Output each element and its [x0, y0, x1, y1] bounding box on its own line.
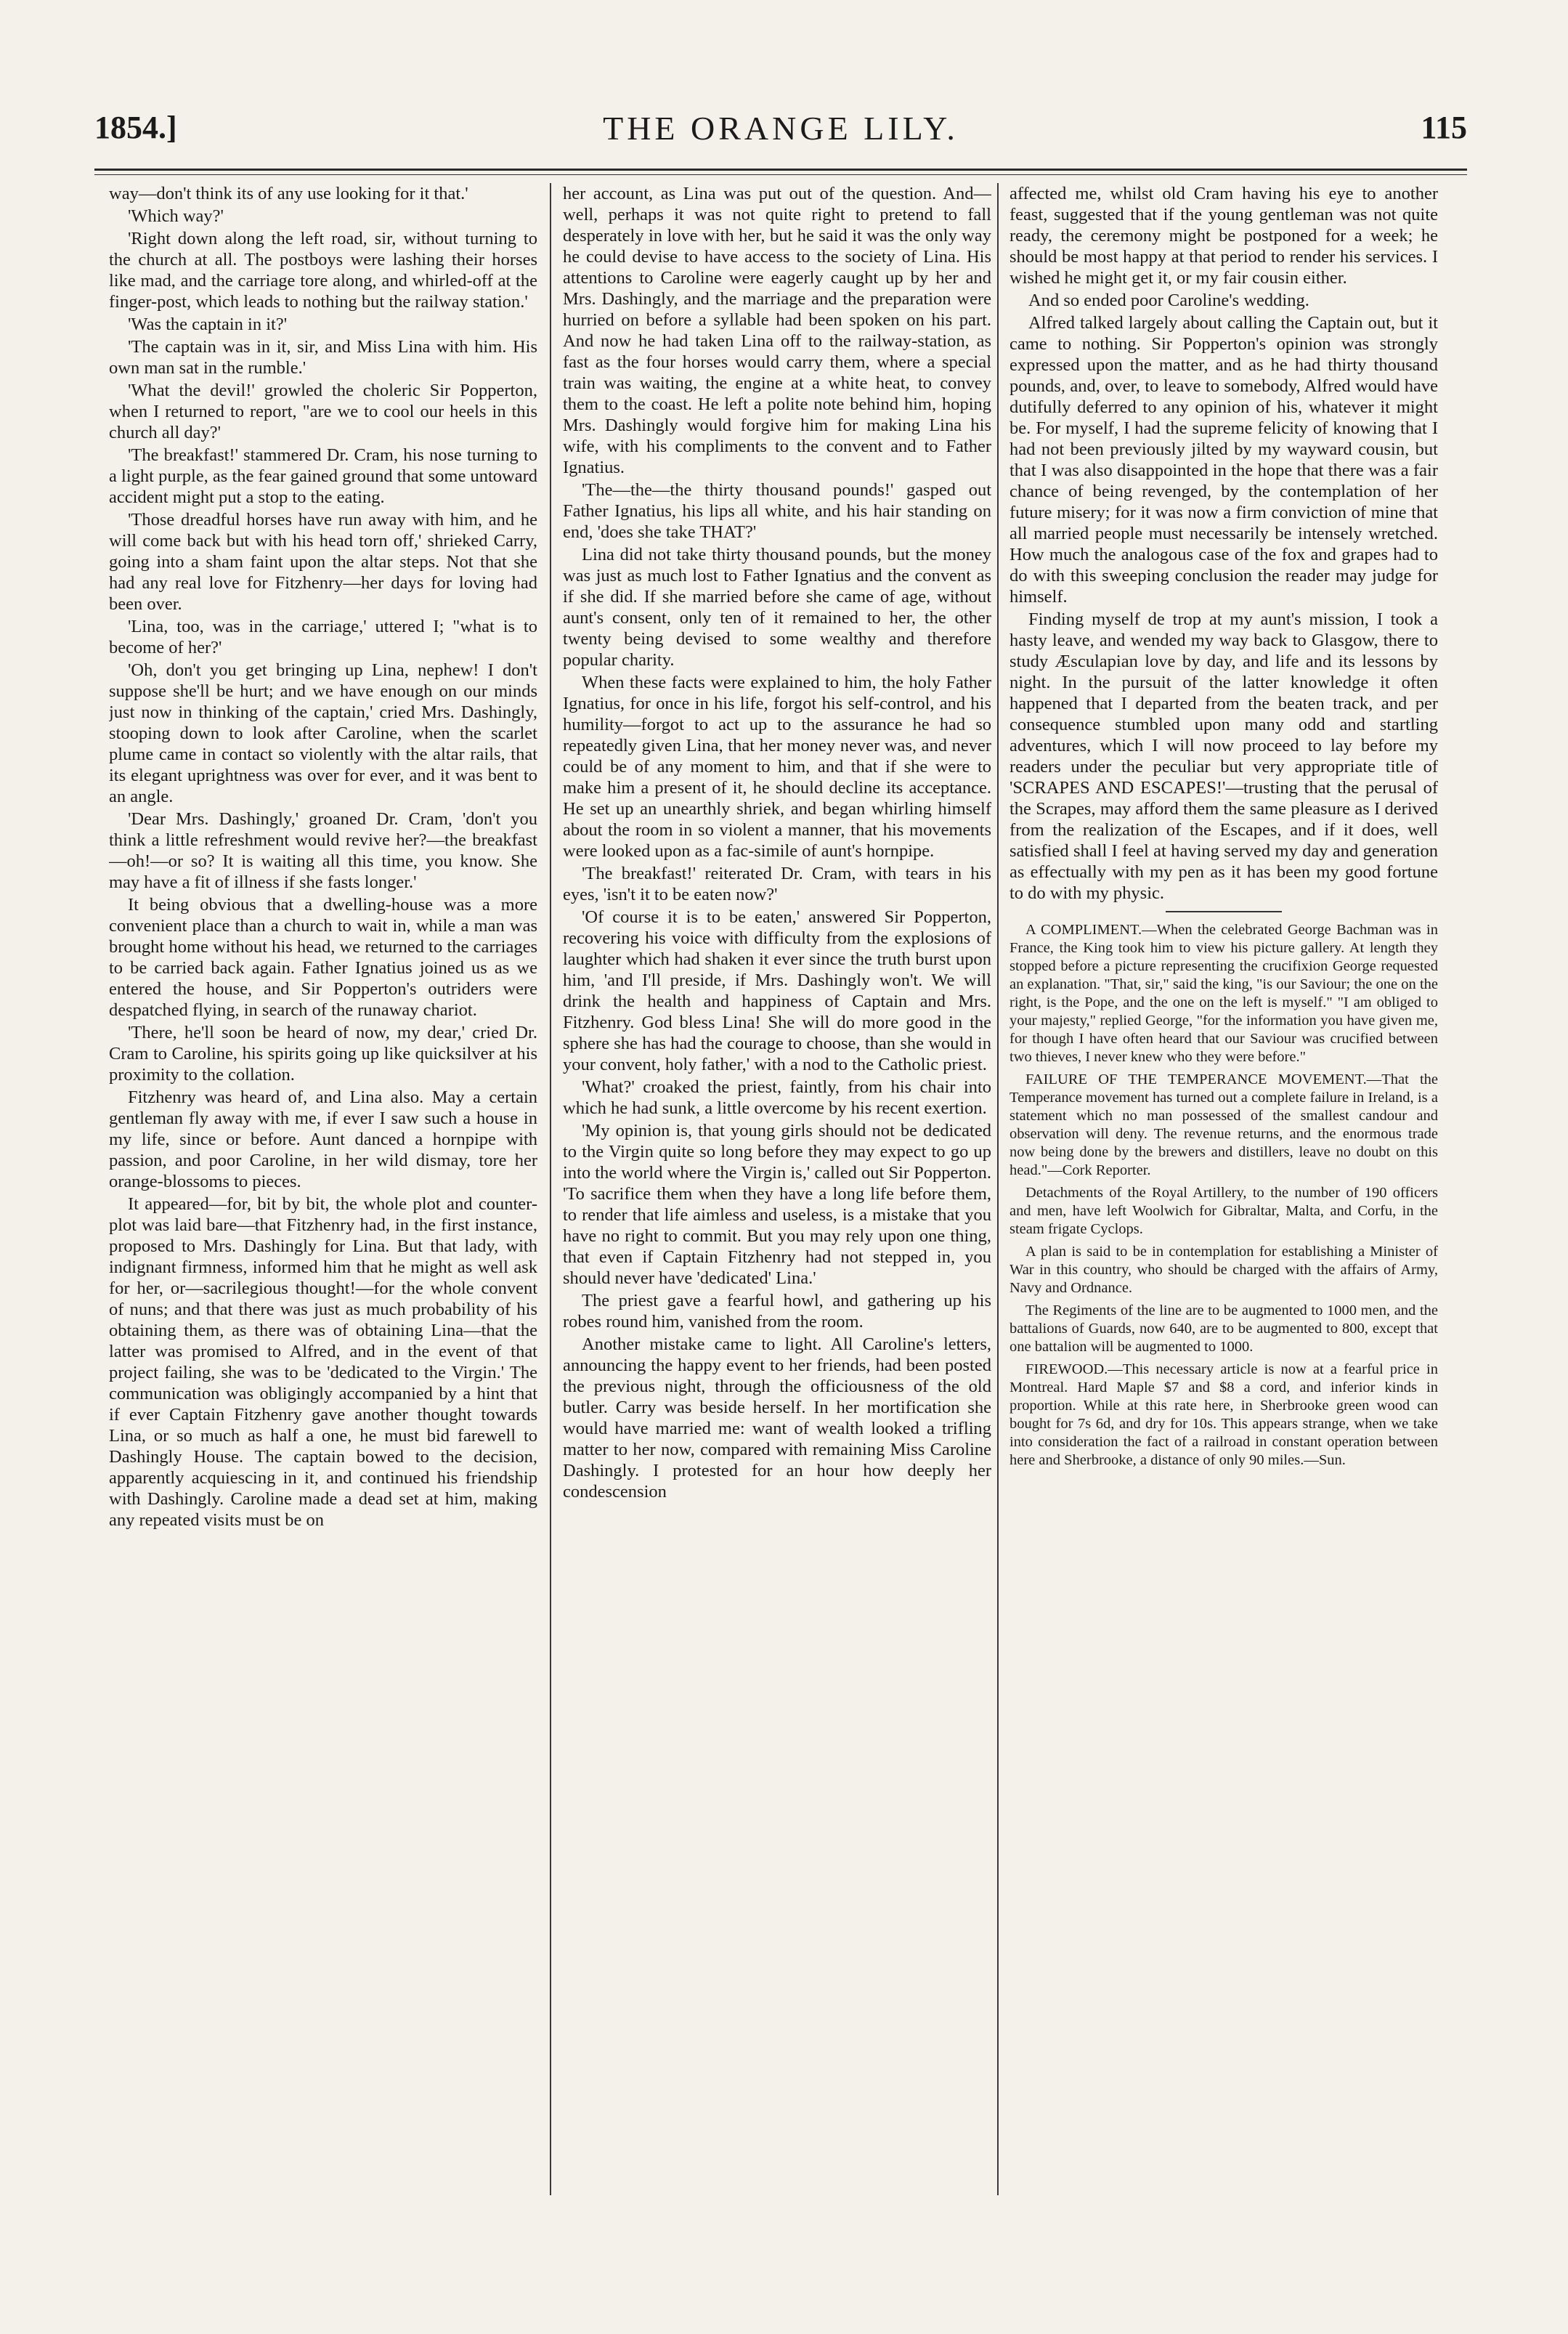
paragraph: 'The breakfast!' reiterated Dr. Cram, with tears in his eyes, 'isn't it to be eaten now?'	[563, 864, 991, 904]
paragraph: way—don't think its of any use looking for it that.'	[109, 184, 468, 203]
news-item: FAILURE OF THE TEMPERANCE MOVEMENT.—That the Temperance movement has turned out a complete failure in Ireland, is a statement which no man possessed of the smallest candour and observation will deny. The revenue returns, and the enormous trade now being done by the brewers and distillers, leave no doubt on this head."—Cork Reporter.	[1010, 1071, 1438, 1178]
paragraph: 'My opinion is, that young girls should not be dedicated to the Virgin quite so long before they may expect to go up into the world where the Virgin is,' called out Sir Popperton. 'To sacrifice them when they have a long life before them, to render that life aimless and useless, is a mistake that you have no right to commit. But you may rely upon one thing, that even if Captain Fitzhenry had not stepped in, you should never have 'dedicated' Lina.'	[563, 1121, 991, 1288]
news-item: The Regiments of the line are to be augmented to 1000 men, and the battalions of Guards, now 640, are to be augmented to 800, except that one battalion will be augmented to 1000.	[1010, 1302, 1438, 1355]
news-item: A plan is said to be in contemplation for establishing a Minister of War in this country, who should be charged with the affairs of Army, Navy and Ordnance.	[1010, 1244, 1438, 1296]
paragraph: 'What?' croaked the priest, faintly, from his chair into which he had sunk, a little overcome by his recent exertion.	[563, 1077, 991, 1118]
paragraph: 'Those dreadful horses have run away with him, and he will come back but with his head torn off,' shrieked Carry, going into a sham faint upon the altar steps. Not that she had any real love for Fitzhenry—her days for loving had been over.	[109, 510, 537, 614]
column-1	[109, 183, 537, 2217]
header-title: THE ORANGE LILY.	[603, 110, 959, 147]
paragraph: 'Which way?'	[128, 206, 224, 226]
paragraph: 'Of course it is to be eaten,' answered Sir Popperton, recovering his voice with difficulty from the explosions of laughter which had shaken it ever since the truth burst upon him, 'and I'll preside, if Mrs. Dashingly won't. We will drink the health and happiness of Captain and Mrs. Fitzhenry. God bless Lina! She will do more good in the sphere she has had the courage to choose, than she would in your convent, holy father,' with a nod to the Catholic priest.	[563, 907, 991, 1074]
paragraph: 'There, he'll soon be heard of now, my dear,' cried Dr. Cram to Caroline, his spirits going up like quicksilver at his proximity to the collation.	[109, 1023, 537, 1085]
paragraph: When these facts were explained to him, the holy Father Ignatius, for once in his life, forgot his self-control, and his humility—forgot to act up to the assurance he had so repeatedly given Lina, that her money never was, and never could be of any moment to him, and that if she were to make him a present of it, he should decline its acceptance. He set up an unearthly shriek, and began whirling himself about the room in so violent a manner, that his movements were looked upon as a fac-simile of aunt's hornpipe.	[563, 673, 991, 861]
column-3	[1010, 183, 1438, 2217]
paragraph: 'The—the—the thirty thousand pounds!' gasped out Father Ignatius, his lips all white, and his hair standing on end, 'does she take THAT?'	[563, 480, 991, 542]
column-divider-2	[997, 183, 999, 2195]
paragraph: Fitzhenry was heard of, and Lina also. May a certain gentleman fly away with me, if ever I saw such a house in my life, since or before. Aunt danced a hornpipe with passion, and poor Caroline, in her wild dismay, tore her orange-blossoms to pieces.	[109, 1087, 537, 1191]
header-rule-thin	[94, 174, 1467, 175]
paragraph: 'The breakfast!' stammered Dr. Cram, his nose turning to a light purple, as the fear gained ground that some untoward accident might put a stop to the eating.	[109, 445, 537, 507]
column-divider-1	[550, 183, 551, 2195]
header-year: 1854.]	[94, 110, 177, 145]
paragraph: Finding myself de trop at my aunt's mission, I took a hasty leave, and wended my way back to Glasgow, there to study Æsculapian love by day, and life and its lessons by night. In the pursuit of the latter knowledge it often happened that I departed from the beaten track, and per consequence stumbled upon many odd and startling adventures, which I will now proceed to lay before my readers under the peculiar but very appropriate title of 'SCRAPES AND ESCAPES!'—trusting that the perusal of the Scrapes, may afford them the same pleasure as I derived from the realization of the Escapes, and if it does, well satisfied shall I feel at having served my day and generation as effectually with my pen as it has been my good fortune to do with my physic.	[1010, 609, 1438, 903]
column-2	[563, 183, 991, 2217]
paragraph: 'The captain was in it, sir, and Miss Lina with him. His own man sat in the rumble.'	[109, 337, 537, 378]
news-notes	[1010, 921, 1438, 1470]
header-rule	[94, 169, 1467, 171]
paragraph: The priest gave a fearful howl, and gathering up his robes round him, vanished from the room.	[563, 1291, 991, 1332]
paragraph: 'Oh, don't you get bringing up Lina, nephew! I don't suppose she'll be hurt; and we have enough on our minds just now in thinking of the captain,' cried Mrs. Dashingly, stooping down to look after Caroline, when the scarlet plume came in contact so violently with the altar rails, that its elegant uprightness was over for ever, and it was bent to an angle.	[109, 660, 537, 806]
paragraph: And so ended poor Caroline's wedding.	[1028, 291, 1309, 310]
page-header	[94, 109, 1467, 160]
paragraph: Alfred talked largely about calling the Captain out, but it came to nothing. Sir Popperton's opinion was strongly expressed upon the matter, and as he had thirty thousand pounds, and, over, to leave to somebody, Alfred would have dutifully deferred to any opinion of his, whatever it might be. For myself, I had the supreme felicity of knowing that I had not been previously jilted by my wayward cousin, but that I was also disappointed in the hope that there was a fair chance of being revenged, by the contemplation of her future misery; for it was now a firm conviction of mine that all married people must necessarily be intensely wretched. How much the analogous case of the fox and grapes had to do with this sweeping conclusion the reader may judge for himself.	[1010, 313, 1438, 607]
paragraph: 'Right down along the left road, sir, without turning to the church at all. The postboys were lashing their horses like mad, and the carriage tore along, and whirled-off at the finger-post, which leads to nothing but the railway station.'	[109, 229, 537, 312]
paragraph: 'Was the captain in it?'	[128, 315, 288, 334]
paragraph: 'What the devil!' growled the choleric Sir Popperton, when I returned to report, "are we to cool our heels in this church all day?'	[109, 381, 537, 442]
news-item: FIREWOOD.—This necessary article is now at a fearful price in Montreal. Hard Maple $7 and $8 a cord, and inferior kinds in proportion. While at this rate here, in Sherbrooke green wood can bought for 7s 6d, and dry for 10s. This appears strange, when we take into consideration the fact of a railroad in constant operation between here and Sherbrooke, a distance of only 90 miles.—Sun.	[1010, 1361, 1438, 1468]
header-page-number: 115	[1421, 110, 1467, 145]
paragraph: It appeared—for, bit by bit, the whole plot and counter-plot was laid bare—that Fitzhenry had, in the first instance, proposed to Mrs. Dashingly for Lina. But that lady, with indignant firmness, informed him that he might as well ask for her, or—sacrilegious thought!—for the whole convent of nuns; and that there was just as much probability of his obtaining them, as there was of obtaining Lina—that the latter was promised to Alfred, and in the event of that project failing, she was to be 'dedicated to the Virgin.' The communication was obligingly accompanied by a hint that if ever Captain Fitzhenry gave another thought towards Lina, or so much as half a one, he must bid farewell to Dashingly House. The captain bowed to the decision, apparently acquiescing in it, and continued his friendship with Dashingly. Caroline made a dead set at him, making any repeated visits must be on	[109, 1194, 537, 1530]
paragraph: affected me, whilst old Cram having his eye to another feast, suggested that if the young gentleman was not quite ready, the ceremony might be postponed for a week; he should be most happy at that period to render his services. I wished he might get it, or my fair cousin either.	[1010, 184, 1438, 288]
paragraph: It being obvious that a dwelling-house was a more convenient place than a church to wait in, while a man was brought home without his head, we returned to the carriages to be carried back again. Father Ignatius joined us as we entered the house, and Sir Popperton's outriders were despatched flying, in search of the runaway chariot.	[109, 895, 537, 1020]
paragraph: Another mistake came to light. All Caroline's letters, announcing the happy event to her friends, had been posted the previous night, through the officiousness of the old butler. Carry was beside herself. In her mortification she would have married me: want of wealth looked a trifling matter to her now, compared with remaining Miss Caroline Dashingly. I protested for an hour how deeply her condescension	[563, 1334, 991, 1502]
paragraph: 'Lina, too, was in the carriage,' uttered I; "what is to become of her?'	[109, 617, 537, 657]
news-item: Detachments of the Royal Artillery, to the number of 190 officers and men, have left Woolwich for Gibraltar, Malta, and Corfu, in the steam frigate Cyclops.	[1010, 1185, 1438, 1237]
section-rule	[1166, 911, 1282, 912]
paragraph: Lina did not take thirty thousand pounds, but the money was just as much lost to Father Ignatius and the convent as if she did. If she married before she came of age, without aunt's consent, only ten of it remained to her, the other twenty being devised to some wealthy and therefore popular charity.	[563, 545, 991, 670]
news-item: A COMPLIMENT.—When the celebrated George Bachman was in France, the King took him to view his picture gallery. At length they stopped before a picture representing the crucifixion George requested an explanation. "That, sir," said the king, "is our Saviour; the one on the right, is the Pope, and the one on the left is myself." "I am obliged to your majesty," replied George, "for the information you have given me, for though I have often heard that our Saviour was crucified between two thieves, I never knew who they were before."	[1010, 922, 1438, 1065]
paragraph: her account, as Lina was put out of the question. And—well, perhaps it was not quite right to pretend to fall desperately in love with her, but he said it was the only way he could devise to have access to the society of Lina. His attentions to Caroline were eagerly caught up by her and Mrs. Dashingly, and the marriage and the preparation were hurried on before a syllable had been spoken on his part. And now he had taken Lina off to the railway-station, as fast as the four horses would carry them, where a special train was waiting, the engine at a white heat, to convey them to the coast. He left a polite note behind him, hoping Mrs. Dashingly would forgive him for making Lina his wife, with his compliments to the convent and to Father Ignatius.	[563, 184, 991, 477]
paragraph: 'Dear Mrs. Dashingly,' groaned Dr. Cram, 'don't you think a little refreshment would revive her?—the breakfast—oh!—or so? It is waiting all this time, you know. She may have a fit of illness if she fasts longer.'	[109, 809, 537, 892]
